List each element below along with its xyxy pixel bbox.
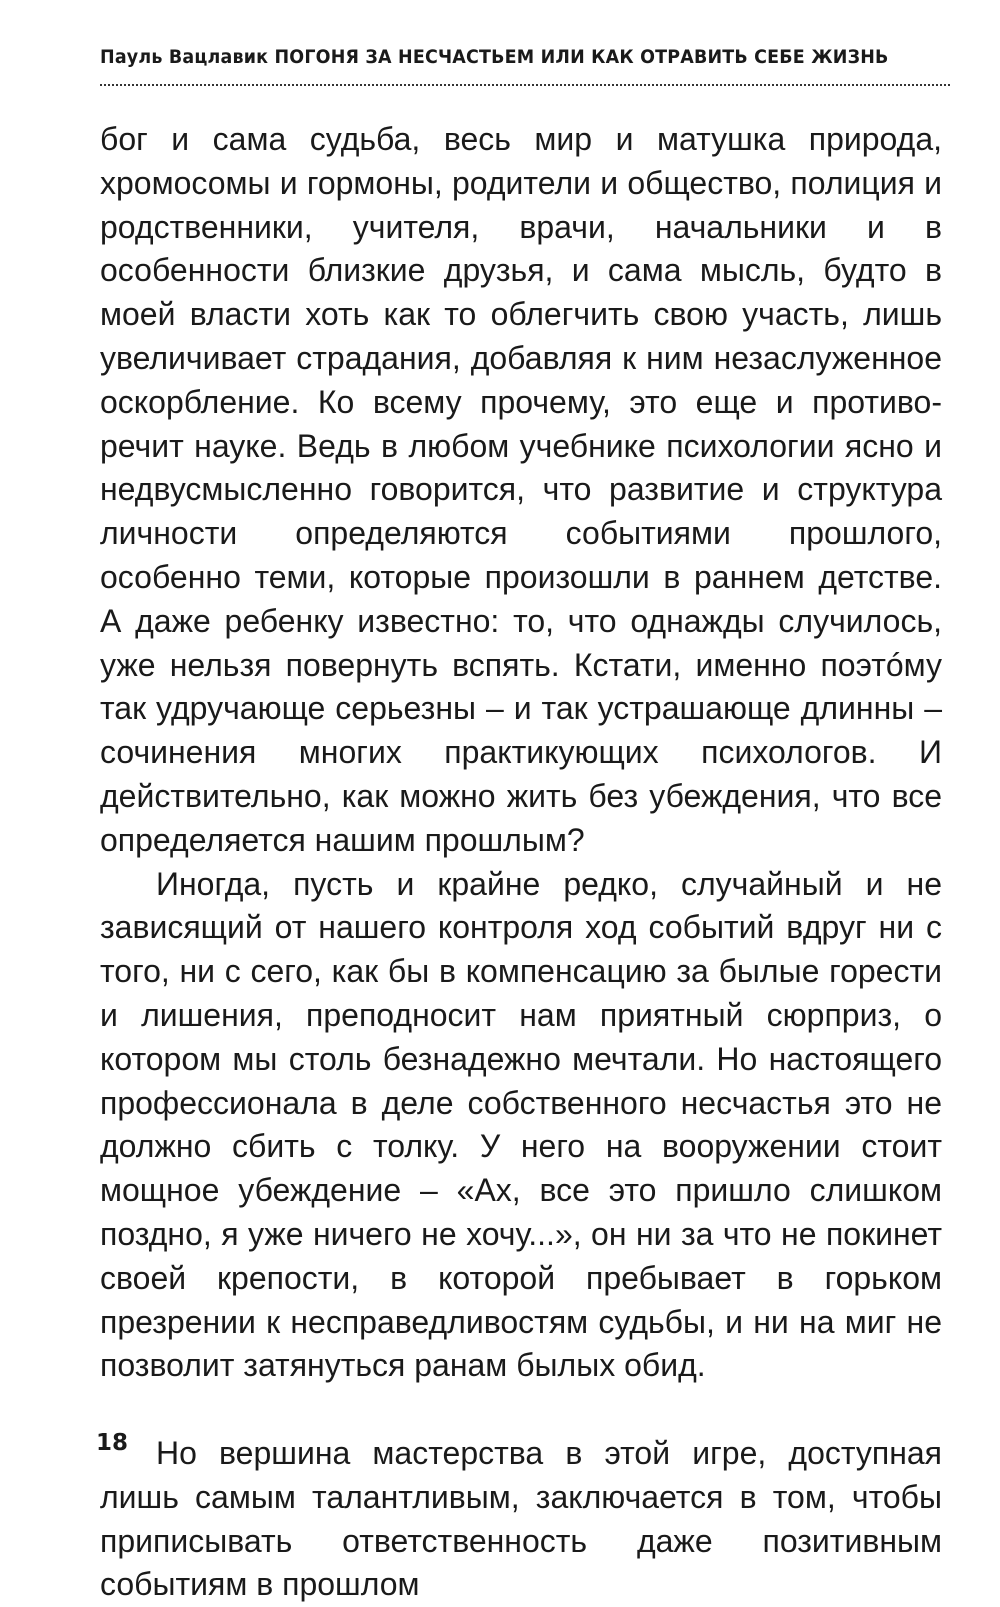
header-dotted-rule — [100, 84, 950, 86]
paragraph-section-start: Но вершина мастерства в этой игре, доступная лишь самым талантливым, заключается в том, чтобы приписывать ответственность даже позитивным событиям в прошлом — [100, 1434, 942, 1603]
page-number: 18 — [96, 1430, 129, 1456]
paragraph: Иногда, пусть и крайне редко, случайный и не зависящий от нашего контроля ход событий вдруг ни с того, ни с сего, как бы в компенсацию за былые горести и лишения, преподносит нам приятный сюрприз, о котором мы столь безнадежно мечтали. Но настоящего профессионала в деле собственного несчастья это не должно сбить с толку. У него на вооружении стоит мощное убеждение – «Ах, все это пришло слишком поздно, я уже ничего не хочу...», он ни за что не покинет своей крепости, в которой пребывает в горьком презрении к несправедливостям судьбы, и ни на миг не позволит затянуться ранам былых обид. — [100, 865, 942, 1384]
header-title: ПОГОНЯ ЗА НЕСЧАСТЬЕМ ИЛИ КАК ОТРАВИТЬ СЕБЕ ЖИЗНЬ — [274, 46, 889, 68]
body-text — [100, 118, 942, 1607]
paragraph-continued: бог и сама судьба, весь мир и матушка природа, хромосомы и гормоны, родители и общество, полиция и родственники, учителя, врачи, начальники и в особенности близкие друзья, и сама мысль, будто в моей власти хоть как то облегчить свою участь, лишь увеличивает страдания, добавляя к ним незаслуженное оскорбление. Ко всему прочему, это еще и противоречит науке. Ведь в любом учебнике психологии ясно и недвусмысленно говорится, что развитие и структура личности определяются событиями прошлого, особенно теми, которые произошли в раннем детстве. А даже ребенку известно: то, что однажды случилось, уже нельзя повернуть вспять. Кстати, именно поэтóму так удручающе серьезны – и так устрашающе длинны – сочинения многих практикующих психологов. И действительно, как можно жить без убеждения, что все определяется нашим прошлым? — [100, 121, 942, 858]
running-header — [100, 46, 889, 68]
header-author: Пауль Вацлавик — [100, 46, 269, 68]
